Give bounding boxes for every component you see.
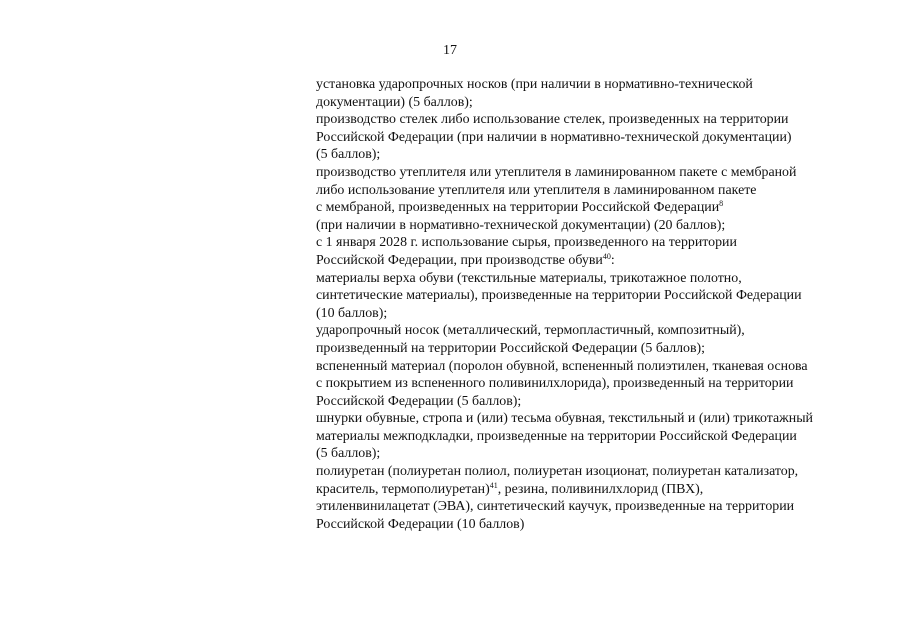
text-line bbox=[316, 410, 876, 428]
line-text-continuation: : bbox=[610, 252, 615, 268]
page-number: 17 bbox=[443, 43, 457, 58]
line-text: (5 баллов); bbox=[316, 446, 381, 462]
text-line bbox=[316, 481, 876, 499]
line-text: материалы верха обуви (текстильные материалы, трикотажное полотно, bbox=[316, 270, 742, 286]
line-text: произведенный на территории Российской Федерации (5 баллов); bbox=[316, 340, 706, 356]
text-line bbox=[316, 146, 876, 164]
footnote-reference: 41 bbox=[489, 480, 498, 490]
text-line bbox=[316, 129, 876, 147]
text-line bbox=[316, 252, 876, 270]
text-line bbox=[316, 76, 876, 94]
text-line bbox=[316, 217, 876, 235]
text-line bbox=[316, 428, 876, 446]
line-text: (10 баллов); bbox=[316, 305, 388, 321]
text-line bbox=[316, 445, 876, 463]
text-line bbox=[316, 305, 876, 323]
text-line bbox=[316, 375, 876, 393]
line-text: материалы межподкладки, произведенные на территории Российской Федерации bbox=[316, 428, 797, 444]
line-text: ударопрочный носок (металлический, термопластичный, композитный), bbox=[316, 323, 745, 339]
line-text-continuation: , резина, поливинилхлорид (ПВХ), bbox=[497, 481, 704, 497]
text-line bbox=[316, 322, 876, 340]
text-line bbox=[316, 358, 876, 376]
text-line bbox=[316, 498, 876, 516]
document-body bbox=[316, 76, 876, 533]
line-text: полиуретан (полиуретан полиол, полиуретан изоционат, полиуретан катализатор, bbox=[316, 464, 799, 480]
line-text: производство утеплителя или утеплителя в ламинированном пакете с мембраной bbox=[316, 164, 797, 180]
text-line bbox=[316, 234, 876, 252]
text-line bbox=[316, 516, 876, 534]
line-text: с мембраной, произведенных на территории Российской Федерации bbox=[316, 200, 720, 216]
text-line bbox=[316, 393, 876, 411]
line-text: производство стелек либо использование стелек, произведенных на территории bbox=[316, 112, 789, 128]
line-text: Российской Федерации, при производстве обуви bbox=[316, 252, 603, 268]
footnote-reference: 8 bbox=[719, 199, 724, 209]
line-text: вспененный материал (поролон обувной, вспененный полиэтилен, тканевая основа bbox=[316, 358, 808, 374]
line-text: (5 баллов); bbox=[316, 147, 381, 163]
text-line bbox=[316, 270, 876, 288]
text-line bbox=[316, 287, 876, 305]
footnote-reference: 40 bbox=[602, 251, 611, 261]
text-line bbox=[316, 94, 876, 112]
line-text: установка ударопрочных носков (при наличии в нормативно-технической bbox=[316, 77, 753, 92]
line-text: Российской Федерации (10 баллов) bbox=[316, 516, 525, 532]
text-line bbox=[316, 340, 876, 358]
text-line bbox=[316, 164, 876, 182]
line-text: Российской Федерации (при наличии в нормативно-технической документации) bbox=[316, 129, 792, 145]
text-line bbox=[316, 199, 876, 217]
line-text: с покрытием из вспененного поливинилхлорида), произведенный на территории bbox=[316, 376, 794, 392]
line-text: шнурки обувные, стропа и (или) тесьма обувная, текстильный и (или) трикотажный bbox=[316, 411, 813, 427]
line-text: (при наличии в нормативно-технической документации) (20 баллов); bbox=[316, 217, 726, 233]
text-line bbox=[316, 463, 876, 481]
line-text: синтетические материалы), произведенные на территории Российской Федерации bbox=[316, 288, 802, 304]
line-text: либо использование утеплителя или утеплителя в ламинированном пакете bbox=[316, 182, 757, 198]
line-text: этиленвинилацетат (ЭВА), синтетический каучук, произведенные на территории bbox=[316, 499, 795, 515]
line-text: документации) (5 баллов); bbox=[316, 94, 473, 110]
line-text: краситель, термополиуретан) bbox=[316, 481, 490, 497]
text-line bbox=[316, 182, 876, 200]
line-text: с 1 января 2028 г. использование сырья, произведенного на территории bbox=[316, 235, 737, 251]
text-line bbox=[316, 111, 876, 129]
line-text: Российской Федерации (5 баллов); bbox=[316, 393, 522, 409]
